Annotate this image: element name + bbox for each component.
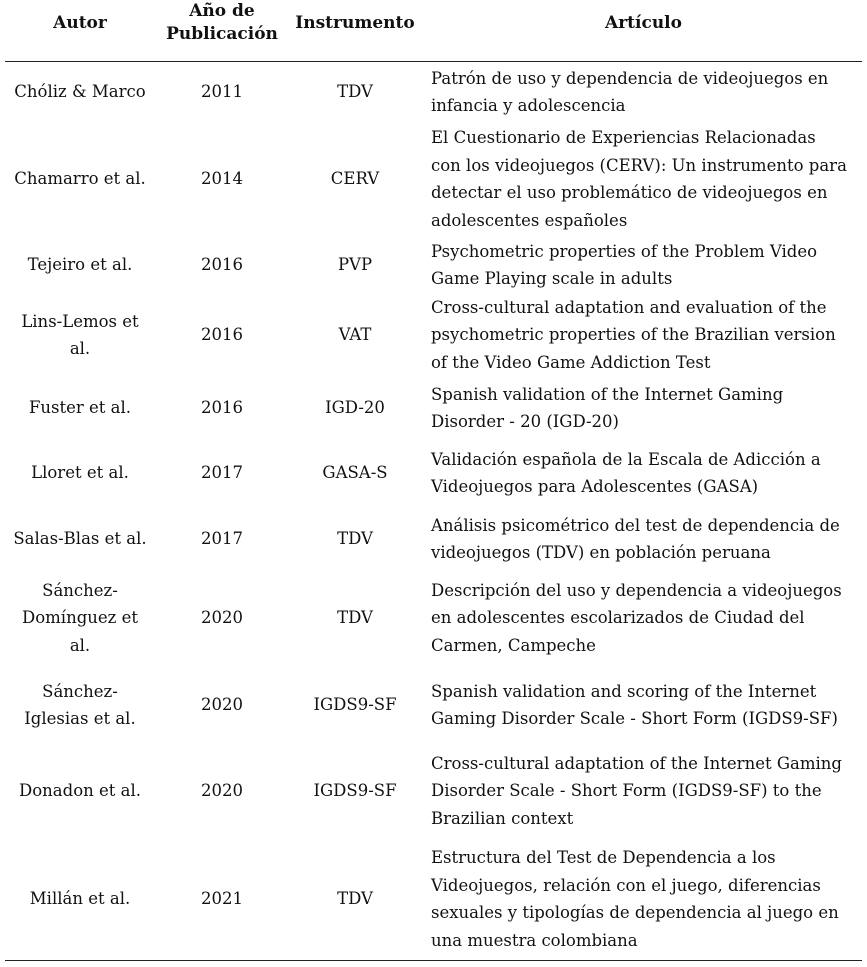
cell-articulo-line: sexuales y tipologías de dependencia al juego en <box>431 903 839 922</box>
table-row <box>0 441 867 505</box>
cell-anio <box>160 78 284 106</box>
table-row <box>0 293 867 377</box>
cell-articulo-line: Disorder - 20 (IGD-20) <box>431 412 619 431</box>
cell-instrumento <box>290 394 420 422</box>
header-anio-line2: Publicación <box>166 24 278 44</box>
cell-articulo-line: Análisis psicométrico del test de dependencia de <box>431 515 840 535</box>
header-rule <box>5 61 862 62</box>
cell-anio <box>160 525 284 553</box>
cell-articulo-line: El Cuestionario de Experiencias Relacionadas <box>431 128 816 147</box>
cell-anio-line: 2014 <box>201 169 243 189</box>
cell-articulo-line: Cross-cultural adaptation of the Internet Gaming <box>431 753 842 773</box>
cell-anio <box>160 459 284 487</box>
cell-instrumento <box>290 691 420 719</box>
cell-autor <box>5 678 155 733</box>
cell-articulo-line: Spanish validation and scoring of the Internet <box>431 681 817 701</box>
cell-anio <box>160 251 284 279</box>
table-row <box>0 124 867 234</box>
bottom-rule <box>5 960 862 961</box>
cell-articulo-line: detectar el uso problemático de videojuegos en <box>431 183 828 202</box>
cell-instrumento-line: TDV <box>337 529 373 549</box>
cell-articulo-line: Psychometric properties of the Problem Video <box>431 241 818 261</box>
cell-articulo-line: adolescentes españoles <box>431 210 628 230</box>
cell-articulo-line: en adolescentes escolarizados de Ciudad del <box>431 608 805 628</box>
cell-autor-line: Fuster et al. <box>28 398 132 418</box>
header-instrumento: Instrumento <box>295 13 415 33</box>
cell-articulo-line: Disorder Scale - Short Form (IGDS9-SF) to the <box>431 781 822 801</box>
cell-articulo-line: Videojuegos, relación con el juego, diferencias <box>431 875 821 895</box>
cell-autor <box>5 577 155 660</box>
cell-instrumento-line: TDV <box>337 82 373 102</box>
cell-articulo-line: Validación española de la Escala de Adicción a <box>431 449 821 469</box>
cell-instrumento <box>290 165 420 193</box>
cell-anio-line: 2020 <box>201 608 243 628</box>
cell-instrumento-line: IGD-20 <box>325 398 385 418</box>
cell-instrumento <box>290 78 420 106</box>
header-anio-line1: Año de <box>189 1 255 21</box>
cell-articulo-line: Estructura del Test de Dependencia a los <box>431 848 776 867</box>
table-row <box>0 840 867 958</box>
cell-autor <box>5 459 155 487</box>
cell-anio-line: 2020 <box>201 695 243 715</box>
table-row <box>0 570 867 666</box>
cell-articulo-line: Videojuegos para Adolescentes (GASA) <box>431 477 759 496</box>
cell-autor <box>5 251 155 279</box>
cell-autor-line: Domínguez et <box>22 608 138 628</box>
cell-articulo <box>431 577 863 660</box>
cell-articulo-line: Descripción del uso y dependencia a videojuegos <box>431 580 842 600</box>
cell-anio <box>160 394 284 422</box>
cell-articulo <box>431 750 863 833</box>
cell-autor-line: al. <box>69 339 91 358</box>
cell-autor <box>5 308 155 363</box>
cell-instrumento <box>290 251 420 279</box>
cell-instrumento-line: CERV <box>330 169 380 189</box>
cell-autor-line: Lins-Lemos et <box>21 311 139 331</box>
cell-articulo-line: una muestra colombiana <box>431 930 638 950</box>
cell-autor-line: Donadon et al. <box>19 781 141 801</box>
cell-articulo-line: Cross-cultural adaptation and evaluation of the <box>431 297 827 317</box>
table-row <box>0 377 867 439</box>
cell-autor-line: Sánchez- <box>42 681 118 701</box>
cell-instrumento-line: TDV <box>337 889 373 909</box>
cell-instrumento <box>290 459 420 487</box>
cell-instrumento-line: IGDS9-SF <box>313 695 397 715</box>
cell-articulo <box>431 294 863 377</box>
table-row <box>0 745 867 837</box>
cell-articulo <box>431 381 863 436</box>
table-row <box>0 237 867 293</box>
cell-articulo-line: con los videojuegos (CERV): Un instrumento para <box>431 155 847 175</box>
cell-anio <box>160 691 284 719</box>
cell-anio-line: 2011 <box>201 82 243 102</box>
cell-articulo-line: Gaming Disorder Scale - Short Form (IGDS9-SF) <box>431 709 838 728</box>
table-row <box>0 668 867 742</box>
cell-instrumento-line: PVP <box>337 255 373 275</box>
cell-autor <box>5 885 155 913</box>
cell-articulo-line: infancia y adolescencia <box>431 96 626 115</box>
cell-articulo-line: Spanish validation of the Internet Gaming <box>431 384 784 404</box>
cell-anio-line: 2021 <box>201 889 243 909</box>
header-articulo: Artículo <box>605 13 682 33</box>
cell-articulo <box>431 446 863 501</box>
cell-articulo-line: Patrón de uso y dependencia de videojuegos en <box>431 68 829 88</box>
cell-anio-line: 2016 <box>201 398 243 418</box>
cell-autor-line: Chóliz & Marco <box>14 82 146 102</box>
cell-anio <box>160 885 284 913</box>
header-anio <box>160 0 284 46</box>
cell-instrumento <box>290 321 420 349</box>
cell-autor-line: al. <box>69 635 91 655</box>
cell-anio-line: 2016 <box>201 255 243 275</box>
cell-autor-line: Iglesias et al. <box>24 709 136 728</box>
cell-articulo-line: Brazilian context <box>431 808 574 828</box>
cell-articulo-line: Carmen, Campeche <box>431 635 596 655</box>
cell-autor <box>5 78 155 106</box>
cell-articulo <box>431 65 863 120</box>
cell-articulo-line: videojuegos (TDV) en población peruana <box>431 543 771 562</box>
cell-autor-line: Lloret et al. <box>31 463 129 483</box>
cell-articulo-line: Game Playing scale in adults <box>431 269 673 288</box>
header-autor: Autor <box>53 13 107 33</box>
cell-autor-line: Millán et al. <box>29 889 131 909</box>
cell-autor <box>5 394 155 422</box>
cell-instrumento-line: VAT <box>338 325 372 345</box>
cell-autor-line: Chamarro et al. <box>14 169 146 189</box>
table-row <box>0 509 867 569</box>
cell-articulo-line: of the Video Game Addiction Test <box>431 352 711 372</box>
cell-anio-line: 2016 <box>201 325 243 345</box>
cell-autor-line: Sánchez- <box>42 580 118 600</box>
cell-anio <box>160 321 284 349</box>
cell-anio <box>160 165 284 193</box>
cell-articulo <box>431 238 863 293</box>
cell-anio-line: 2017 <box>201 463 243 483</box>
cell-instrumento <box>290 525 420 553</box>
cell-anio-line: 2017 <box>201 529 243 549</box>
cell-instrumento <box>290 885 420 913</box>
cell-articulo-line: psychometric properties of the Brazilian version <box>431 325 836 345</box>
cell-anio <box>160 604 284 632</box>
cell-instrumento-line: TDV <box>337 608 373 628</box>
cell-instrumento-line: IGDS9-SF <box>313 781 397 801</box>
cell-instrumento <box>290 777 420 805</box>
cell-anio-line: 2020 <box>201 781 243 801</box>
cell-autor-line: Salas-Blas et al. <box>13 529 147 549</box>
table-row <box>0 64 867 120</box>
cell-articulo <box>431 678 863 733</box>
cell-autor <box>5 525 155 553</box>
cell-autor <box>5 777 155 805</box>
cell-articulo <box>431 124 863 234</box>
cell-articulo <box>431 844 863 954</box>
cell-instrumento-line: GASA-S <box>322 463 388 483</box>
cell-autor-line: Tejeiro et al. <box>27 255 133 275</box>
cell-anio <box>160 777 284 805</box>
cell-instrumento <box>290 604 420 632</box>
cell-autor <box>5 165 155 193</box>
cell-articulo <box>431 512 863 567</box>
